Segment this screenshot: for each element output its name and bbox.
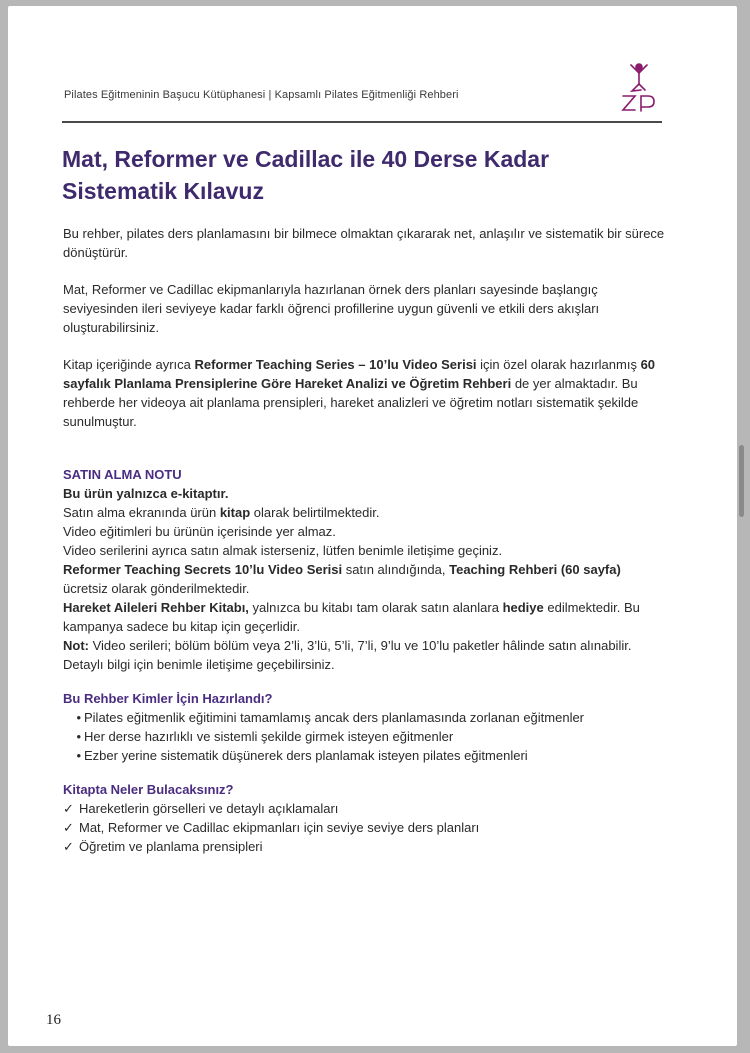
contents-list	[63, 799, 669, 856]
purchase-note-line: Video serilerini ayrıca satın almak isterseniz, lütfen benimle iletişime geçiniz.	[63, 543, 503, 558]
main-content	[63, 224, 669, 856]
page-number: 16	[46, 1012, 61, 1028]
list-item: ✓ Mat, Reformer ve Cadillac ekipmanları için seviye seviye ders planları	[63, 820, 480, 835]
scrollbar[interactable]	[739, 445, 744, 517]
list-item: • Her derse hazırlıklı ve sistemli şekilde girmek isteyen eğitmenler	[63, 727, 669, 746]
title-line-2: Sistematik Kılavuz	[62, 178, 264, 204]
list-item: ✓ Öğretim ve planlama prensipleri	[63, 839, 263, 854]
intro-paragraph-1: Bu rehber, pilates ders planlamasını bir bilmece olmaktan çıkararak net, anlaşılır ve sistematik bir sürece dönüştürür.	[63, 226, 665, 260]
list-item: • Pilates eğitmenlik eğitimini tamamlamış ancak ders planlamasında zorlanan eğitmenler	[63, 708, 669, 727]
checkmark-icon: ✓	[63, 839, 74, 854]
purchase-note-line: Reformer Teaching Secrets 10’lu Video Serisi satın alındığında, Teaching Rehberi (60 sayfa) ücretsiz olarak gönderilmektedir.	[63, 562, 621, 596]
list-item: ✓ Hareketlerin görselleri ve detaylı açıklamaları	[63, 801, 339, 816]
list-item: • Ezber yerine sistematik düşünerek ders planlamak isteyen pilates eğitmenleri	[63, 746, 669, 765]
checkmark-icon: ✓	[63, 820, 74, 835]
checkmark-icon: ✓	[63, 801, 74, 816]
bullet-icon: •	[76, 729, 81, 744]
purchase-note-line: Bu ürün yalnızca e-kitaptır.	[63, 486, 229, 501]
purchase-note-heading: SATIN ALMA NOTU	[63, 467, 182, 482]
header-divider	[62, 121, 662, 123]
audience-heading: Bu Rehber Kimler İçin Hazırlandı?	[63, 691, 273, 706]
title-line-1: Mat, Reformer ve Cadillac ile 40 Derse Kadar	[62, 146, 550, 172]
running-header: Pilates Eğitmeninin Başucu Kütüphanesi | Kapsamlı Pilates Eğitmenliği Rehberi	[64, 89, 459, 101]
bullet-icon: •	[76, 748, 81, 763]
contents-heading: Kitapta Neler Bulacaksınız?	[63, 782, 234, 797]
purchase-note-line: Hareket Aileleri Rehber Kitabı, yalnızca bu kitabı tam olarak satın alanlara hediye edilmektedir. Bu kampanya sadece bu kitap için geçerlidir.	[63, 600, 640, 634]
bullet-icon: •	[76, 710, 81, 725]
intro-paragraph-3: Kitap içeriğinde ayrıca Reformer Teaching Series – 10’lu Video Serisi için özel olarak hazırlanmış 60 sayfalık Planlama Prensiplerine Göre Hareket Analizi ve Öğretim Rehberi de yer almaktadır. Bu rehberde her videoya ait planlama prensipleri, hareket analizleri ve öğretim notları sistematik şekilde sunulmuştur.	[63, 357, 656, 429]
purchase-note-line: Not: Video serileri; bölüm bölüm veya 2’li, 3’lü, 5’li, 7’li, 9’lu ve 10’lu paketler hâlinde satın alınabilir. Detaylı bilgi için benimle iletişime geçebilirsiniz.	[63, 638, 632, 672]
purchase-note-line: Satın alma ekranında ürün kitap olarak belirtilmektedir.	[63, 505, 380, 520]
page-title	[62, 143, 682, 207]
zp-yoga-logo-icon	[615, 60, 663, 114]
audience-list	[63, 708, 669, 765]
purchase-note-line: Video eğitimleri bu ürünün içerisinde yer almaz.	[63, 524, 336, 539]
intro-paragraph-2: Mat, Reformer ve Cadillac ekipmanlarıyla hazırlanan örnek ders planları sayesinde başlangıç seviyesinden ileri seviyeye kadar farklı öğrenci profillerine uygun güvenli ve etkili ders akışları oluşturabilirsiniz.	[63, 282, 600, 335]
